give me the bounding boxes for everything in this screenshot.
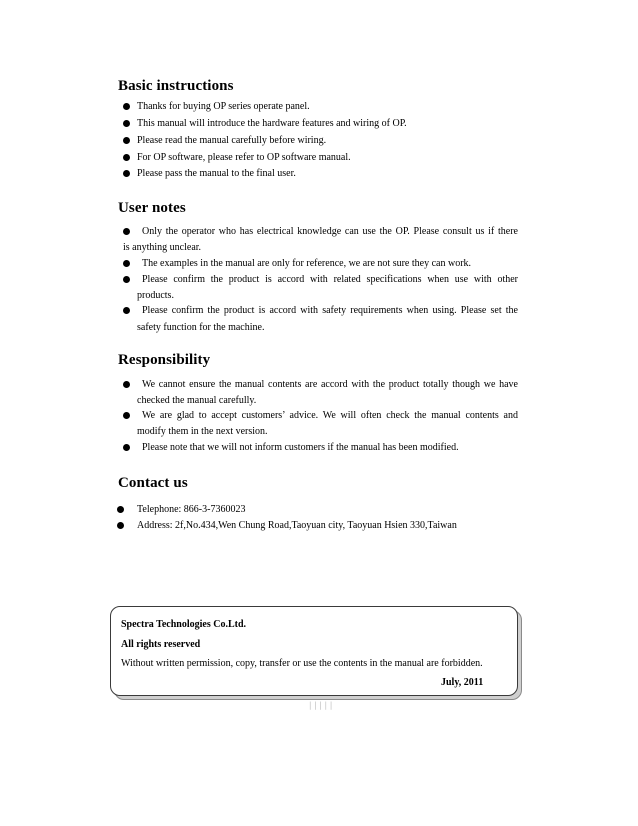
list-item-text: Only the operator who has electrical knowledge can use the OP. Please consult us if there: [142, 226, 518, 237]
bullet-icon: [123, 381, 130, 388]
list-item-text: Please read the manual carefully before wiring.: [137, 135, 327, 146]
list-item-text: Please confirm the product is accord with safety requirements when using. Please set the: [142, 305, 518, 316]
list-item-text: We cannot ensure the manual contents are accord with the product totally though we have: [142, 379, 518, 390]
list-item: [117, 517, 517, 535]
list-item-text: For OP software, please refer to OP software manual.: [137, 152, 351, 163]
bullet-icon: [117, 506, 124, 513]
publication-date: July, 2011: [441, 677, 484, 688]
contact-address: Address: 2f,No.434,Wen Chung Road,Taoyuan city, Taoyuan Hsien 330,Taiwan: [137, 520, 457, 531]
list-item: [123, 98, 518, 116]
list-item-text: The examples in the manual are only for reference, we are not sure they can work.: [142, 258, 472, 269]
bullet-icon: [123, 137, 130, 144]
list-item: [123, 302, 518, 320]
rights-reserved: All rights reserved: [121, 639, 201, 650]
bullet-icon: [123, 170, 130, 177]
bullet-icon: [123, 260, 130, 267]
bullet-icon: [123, 307, 130, 314]
heading-basic-instructions: Basic instructions: [118, 78, 234, 94]
list-item: [123, 115, 518, 133]
heading-contact-us: Contact us: [118, 475, 188, 491]
list-item: [123, 165, 518, 183]
list-item-text: Please note that we will not inform customers if the manual has been modified.: [142, 442, 459, 453]
list-item-text: Please pass the manual to the final user.: [137, 168, 296, 179]
list-item-continuation: products.: [137, 290, 174, 301]
bullet-icon: [123, 412, 130, 419]
list-item-continuation: checked the manual carefully.: [137, 395, 257, 406]
list-item-text: Thanks for buying OP series operate panel.: [137, 101, 310, 112]
copyright-notice: Without written permission, copy, transfer or use the contents in the manual are forbidden.: [121, 658, 483, 669]
list-item-text: This manual will introduce the hardware features and wiring of OP.: [137, 118, 407, 129]
bullet-icon: [117, 522, 124, 529]
bullet-icon: [123, 103, 130, 110]
list-item-continuation: safety function for the machine.: [137, 322, 265, 333]
copyright-box: [110, 606, 525, 703]
bullet-icon: [123, 154, 130, 161]
company-name: Spectra Technologies Co.Ltd.: [121, 619, 247, 630]
bullet-icon: [123, 120, 130, 127]
page-marker: │││││: [308, 702, 335, 710]
list-item-continuation: is anything unclear.: [123, 242, 202, 253]
heading-user-notes: User notes: [118, 200, 186, 216]
heading-responsibility: Responsibility: [118, 352, 211, 368]
contact-phone: Telephone: 866-3-7360023: [137, 504, 246, 515]
list-item: [123, 132, 518, 150]
bullet-icon: [123, 228, 130, 235]
list-item-text: We are glad to accept customers’ advice. We will often check the manual contents and: [142, 410, 518, 421]
list-item: [123, 439, 518, 457]
bullet-icon: [123, 444, 130, 451]
copyright-box-panel: [110, 606, 518, 696]
list-item-text: Please confirm the product is accord with related specifications when use with other: [142, 274, 518, 285]
list-item: [123, 271, 518, 289]
bullet-icon: [123, 276, 130, 283]
list-item-continuation: modify them in the next version.: [137, 426, 268, 437]
